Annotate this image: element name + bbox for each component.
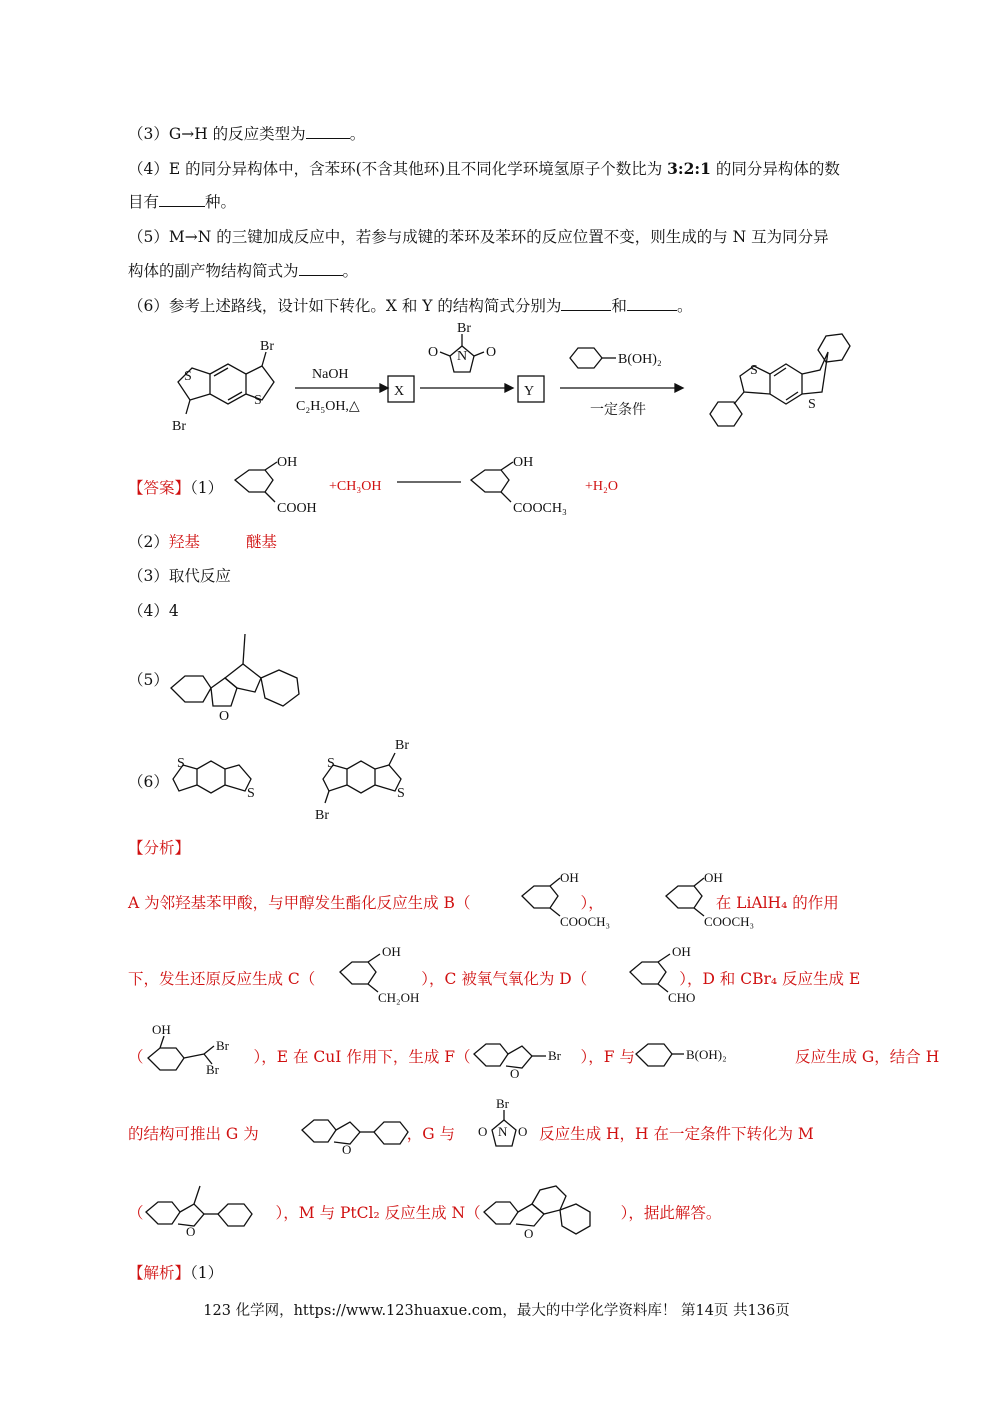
atom-o: O bbox=[219, 709, 230, 723]
q4-prefix: （4）E 的同分异构体中，含苯环(不含其他环)且不同化学环境氢原子个数比为 bbox=[128, 160, 668, 178]
question-5-line2 bbox=[128, 259, 358, 281]
svg-text:S: S bbox=[247, 786, 255, 801]
svg-text:O: O bbox=[524, 1226, 534, 1241]
analysis-label-text: 【分析】 bbox=[128, 839, 191, 857]
answer-blank bbox=[627, 296, 677, 311]
answer-3-text: （3）取代反应 bbox=[128, 567, 231, 585]
svg-text:S: S bbox=[397, 786, 405, 801]
q4-line2-suffix: 种。 bbox=[205, 193, 237, 211]
answer-blank bbox=[299, 261, 343, 276]
answer-2-num: （2） bbox=[128, 533, 169, 551]
page-footer: 123 化学网，https://www.123huaxue.com，最大的中学化学资料库！ 第14页 共136页 bbox=[203, 1303, 790, 1319]
reagent-ethanol: C₂H₅OH,△ bbox=[296, 399, 360, 414]
q4-ratio: 3:2:1 bbox=[667, 159, 711, 178]
svg-text:CHO: CHO bbox=[668, 990, 696, 1005]
q4-line2-prefix: 目有 bbox=[128, 193, 160, 211]
q5-line2-prefix: 构体的副产物结构简式为 bbox=[128, 262, 299, 280]
box-y-label: Y bbox=[524, 384, 535, 399]
svg-text:O: O bbox=[486, 345, 497, 360]
q5-line1: （5）M→N 的三键加成反应中，若参与成键的苯环及苯环的反应位置不变，则生成的与 N 互为同分异 bbox=[128, 228, 829, 246]
q6-suffix: 。 bbox=[676, 297, 693, 315]
svg-text:B(OH)₂: B(OH)₂ bbox=[686, 1047, 727, 1062]
svg-text:OH: OH bbox=[382, 944, 401, 959]
svg-text:OH: OH bbox=[152, 1022, 171, 1037]
atom-s: S bbox=[254, 393, 262, 408]
svg-text:Br: Br bbox=[395, 738, 409, 753]
question-4-line2 bbox=[128, 190, 236, 212]
label-cooch3: COOCH₃ bbox=[513, 501, 567, 516]
svg-text:O: O bbox=[510, 1066, 520, 1081]
q6-prefix: （6）参考上述路线，设计如下转化。X 和 Y 的结构简式分别为 bbox=[128, 297, 562, 315]
box-x-label: X bbox=[394, 384, 405, 399]
q3-suffix: 。 bbox=[349, 125, 366, 143]
svg-text:Br: Br bbox=[206, 1062, 219, 1077]
answer-1-equation bbox=[225, 452, 645, 522]
svg-text:Br: Br bbox=[457, 322, 471, 336]
analysis-p3a: （ bbox=[128, 1048, 144, 1066]
svg-text:OH: OH bbox=[560, 870, 579, 885]
svg-text:O: O bbox=[186, 1224, 196, 1239]
svg-text:Br: Br bbox=[216, 1038, 229, 1053]
atom-s: S bbox=[184, 369, 192, 384]
svg-text:S: S bbox=[327, 756, 335, 771]
analysis-p5c: ），据此解答。 bbox=[620, 1204, 722, 1222]
svg-text:Br: Br bbox=[496, 1096, 509, 1111]
question-5-line1 bbox=[128, 225, 829, 247]
jiexi-num: （1） bbox=[190, 1264, 224, 1282]
analysis-p3d: 反应生成 G，结合 H bbox=[794, 1048, 940, 1066]
svg-text:S: S bbox=[177, 756, 185, 771]
answer-3 bbox=[128, 564, 231, 586]
answer-blank bbox=[561, 296, 611, 311]
reagent-naoh: NaOH bbox=[312, 367, 349, 382]
q3-prefix: （3）G→H 的反应类型为 bbox=[128, 125, 306, 143]
svg-text:COOCH₃: COOCH₃ bbox=[704, 914, 755, 929]
svg-text:Br: Br bbox=[315, 808, 329, 823]
q6-mid: 和 bbox=[611, 297, 627, 315]
reaction-scheme bbox=[150, 322, 870, 447]
svg-text:OH: OH bbox=[704, 870, 723, 885]
answer-2 bbox=[128, 530, 277, 552]
question-6 bbox=[128, 294, 692, 316]
question-3 bbox=[128, 122, 365, 144]
svg-text:COOCH₃: COOCH₃ bbox=[560, 914, 611, 929]
label-oh: OH bbox=[277, 455, 298, 470]
jiexi-label bbox=[128, 1261, 223, 1283]
svg-text:O: O bbox=[428, 345, 439, 360]
svg-text:O: O bbox=[478, 1124, 488, 1139]
answer-6-num: （6） bbox=[128, 773, 169, 791]
analysis-label bbox=[128, 836, 190, 858]
answer-6 bbox=[128, 770, 169, 792]
svg-text:S: S bbox=[750, 363, 758, 378]
boronic-acid-label: B(OH)₂ bbox=[618, 352, 662, 367]
svg-text:N: N bbox=[498, 1124, 508, 1139]
analysis-p5a: （ bbox=[128, 1204, 144, 1222]
svg-text:O: O bbox=[518, 1124, 528, 1139]
answer-1-reagent: +CH₃OH bbox=[329, 479, 382, 494]
analysis-structures bbox=[0, 860, 993, 1260]
answer-4-text: （4）4 bbox=[128, 602, 179, 620]
answer-label bbox=[128, 476, 223, 498]
answer-2-hydroxyl: 羟基 bbox=[168, 533, 200, 551]
answer-label-text: 【答案】 bbox=[128, 479, 191, 497]
analysis-p3c: ），F 与 bbox=[580, 1048, 635, 1066]
reagent-conditions: 一定条件 bbox=[590, 403, 646, 418]
analysis-p5b: ），M 与 PtCl₂ 反应生成 N（ bbox=[275, 1204, 481, 1222]
svg-text:N: N bbox=[457, 349, 468, 364]
analysis-p4b: ，G 与 bbox=[406, 1125, 456, 1143]
analysis-p2a: 下，发生还原反应生成 C（ bbox=[128, 970, 316, 988]
q4-suffix: 的同分异构体的数 bbox=[710, 160, 840, 178]
label-cooh: COOH bbox=[277, 501, 317, 516]
svg-text:Br: Br bbox=[172, 419, 186, 434]
analysis-p4c: 反应生成 H，H 在一定条件下转化为 M bbox=[539, 1125, 814, 1143]
analysis-p2c: ），D 和 CBr₄ 反应生成 E bbox=[679, 970, 861, 988]
answer-blank bbox=[159, 192, 205, 207]
benzene-ring bbox=[210, 364, 246, 404]
svg-text:Br: Br bbox=[548, 1048, 561, 1063]
jiexi-label-text: 【解析】 bbox=[128, 1264, 191, 1282]
analysis-p1c: 在 LiAlH₄ 的作用 bbox=[715, 894, 839, 912]
answer-4 bbox=[128, 599, 179, 621]
answer-5-structure bbox=[165, 628, 335, 723]
question-4-line1 bbox=[128, 157, 840, 179]
answer-6-structures bbox=[165, 735, 425, 825]
svg-text:Br: Br bbox=[260, 339, 274, 354]
svg-text:CH₂OH: CH₂OH bbox=[378, 990, 420, 1005]
answer-1-water: +H₂O bbox=[585, 479, 618, 494]
analysis-p4a: 的结构可推出 G 为 bbox=[128, 1125, 259, 1143]
answer-1-num: （1） bbox=[190, 479, 224, 497]
q5-line2-suffix: 。 bbox=[342, 262, 359, 280]
answer-5 bbox=[128, 668, 169, 690]
label-oh: OH bbox=[513, 455, 534, 470]
svg-text:OH: OH bbox=[672, 944, 691, 959]
svg-text:O: O bbox=[342, 1142, 352, 1157]
answer-5-num: （5） bbox=[128, 671, 169, 689]
answer-2-ether: 醚基 bbox=[245, 533, 277, 551]
analysis-p1b: ）， bbox=[580, 894, 604, 912]
analysis-p1: A 为邻羟基苯甲酸，与甲醇发生酯化反应生成 B（ bbox=[128, 894, 471, 912]
svg-text:S: S bbox=[808, 397, 816, 412]
answer-blank bbox=[306, 124, 350, 139]
analysis-p2b: ），C 被氧气氧化为 D（ bbox=[421, 970, 588, 988]
analysis-p3b: ），E 在 CuI 作用下，生成 F（ bbox=[253, 1048, 471, 1066]
